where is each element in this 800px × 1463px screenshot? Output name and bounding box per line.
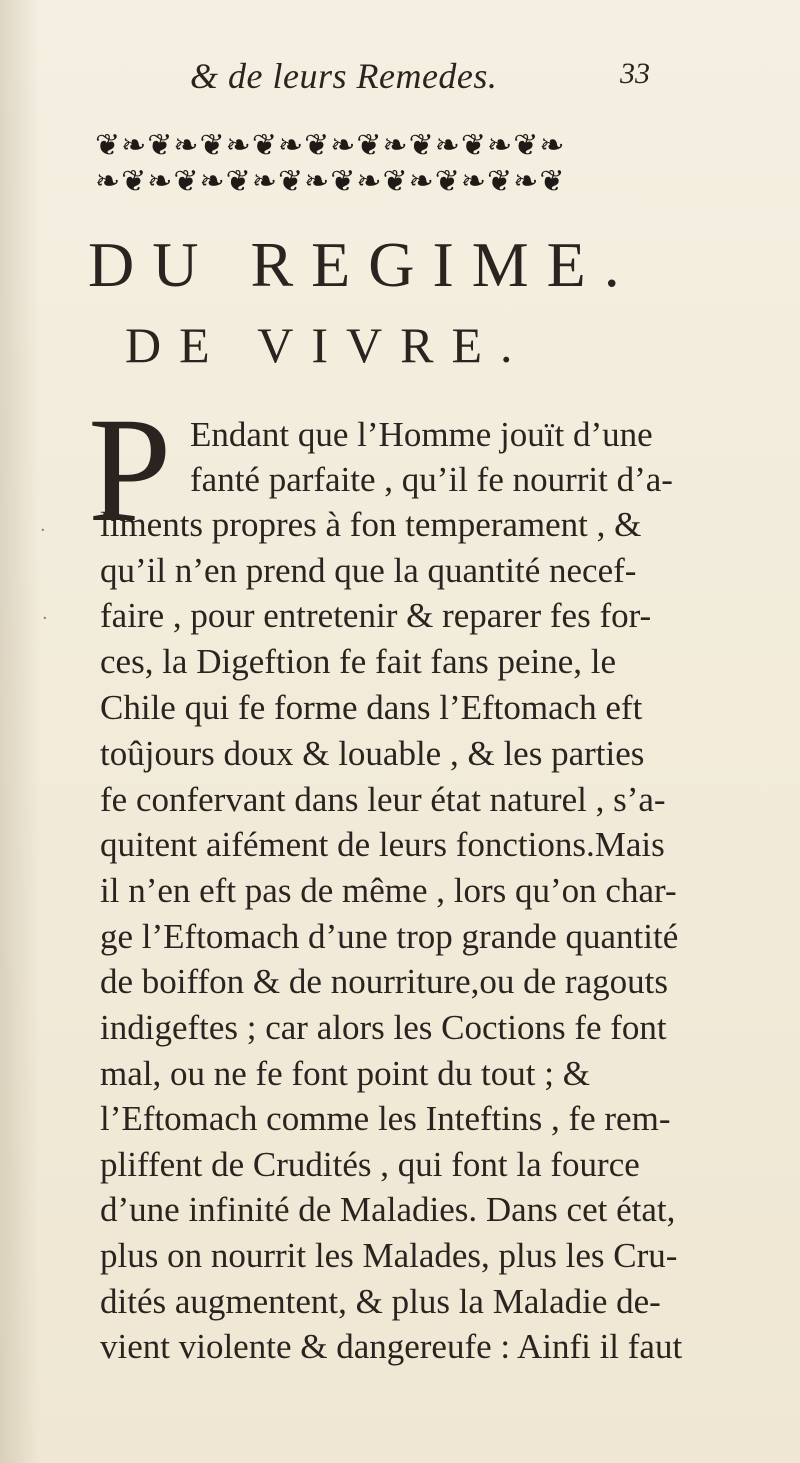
ornament-row-bottom: ❧❦❧❦❧❦❧❦❧❦❧❦❧❦❧❦❧❦ [95, 164, 566, 199]
text-line: plus on nourrit les Malades, plus les Cru- [100, 1236, 678, 1275]
text-line: l’Eftomach comme les Inteftins , fe rem- [100, 1099, 671, 1138]
running-head [190, 55, 710, 105]
text-line: quitent aifément de leurs fonctions.Mais [100, 825, 665, 864]
text-line: ces, la Digeftion fe fait fans peine, le [100, 642, 617, 681]
text-line: fe confervant dans leur état naturel , s’a- [100, 780, 666, 819]
margin-speck: · [42, 608, 48, 629]
text-line: toûjours doux & louable , & les parties [100, 734, 645, 773]
page-number: 33 [620, 57, 650, 90]
ornament-row-top: ❦❧❦❧❦❧❦❧❦❧❦❧❦❧❦❧❦❧ [95, 128, 566, 163]
chapter-subtitle: DE VIVRE. [125, 317, 531, 373]
text-line: Endant que l’Homme jouït d’une [190, 415, 653, 454]
chapter-title: DU REGIME. [88, 229, 638, 300]
running-title: & de leurs Remedes. [190, 56, 498, 96]
drop-cap: P [88, 387, 172, 553]
text-line: ge l’Eftomach d’une trop grande quantité [100, 917, 679, 956]
text-line: mal, ou ne fe font point du tout ; & [100, 1054, 590, 1093]
text-line: Chile qui fe forme dans l’Eftomach eft [100, 688, 643, 727]
text-line: pliffent de Crudités , qui font la fource [100, 1145, 640, 1184]
text-line: vient violente & dangereufe : Ainfi il faut [100, 1327, 683, 1366]
text-line: dités augmentent, & plus la Maladie de- [100, 1282, 661, 1321]
text-line: liments propres à fon temperament , & [100, 505, 642, 544]
text-line: indigeftes ; car alors les Coctions fe font [100, 1008, 667, 1047]
text-line: qu’il n’en prend que la quantité necef- [100, 551, 637, 590]
margin-speck: · [40, 520, 46, 541]
text-line: d’une infinité de Maladies. Dans cet état, [100, 1190, 676, 1229]
text-line: fanté parfaite , qu’il fe nourrit d’a- [190, 460, 673, 499]
ornamental-band [95, 128, 655, 206]
text-line: il n’en eft pas de même , lors qu’on char- [100, 871, 677, 910]
text-line: de boiffon & de nourriture,ou de ragouts [100, 962, 668, 1001]
text-line: faire , pour entretenir & reparer fes for- [100, 596, 652, 635]
